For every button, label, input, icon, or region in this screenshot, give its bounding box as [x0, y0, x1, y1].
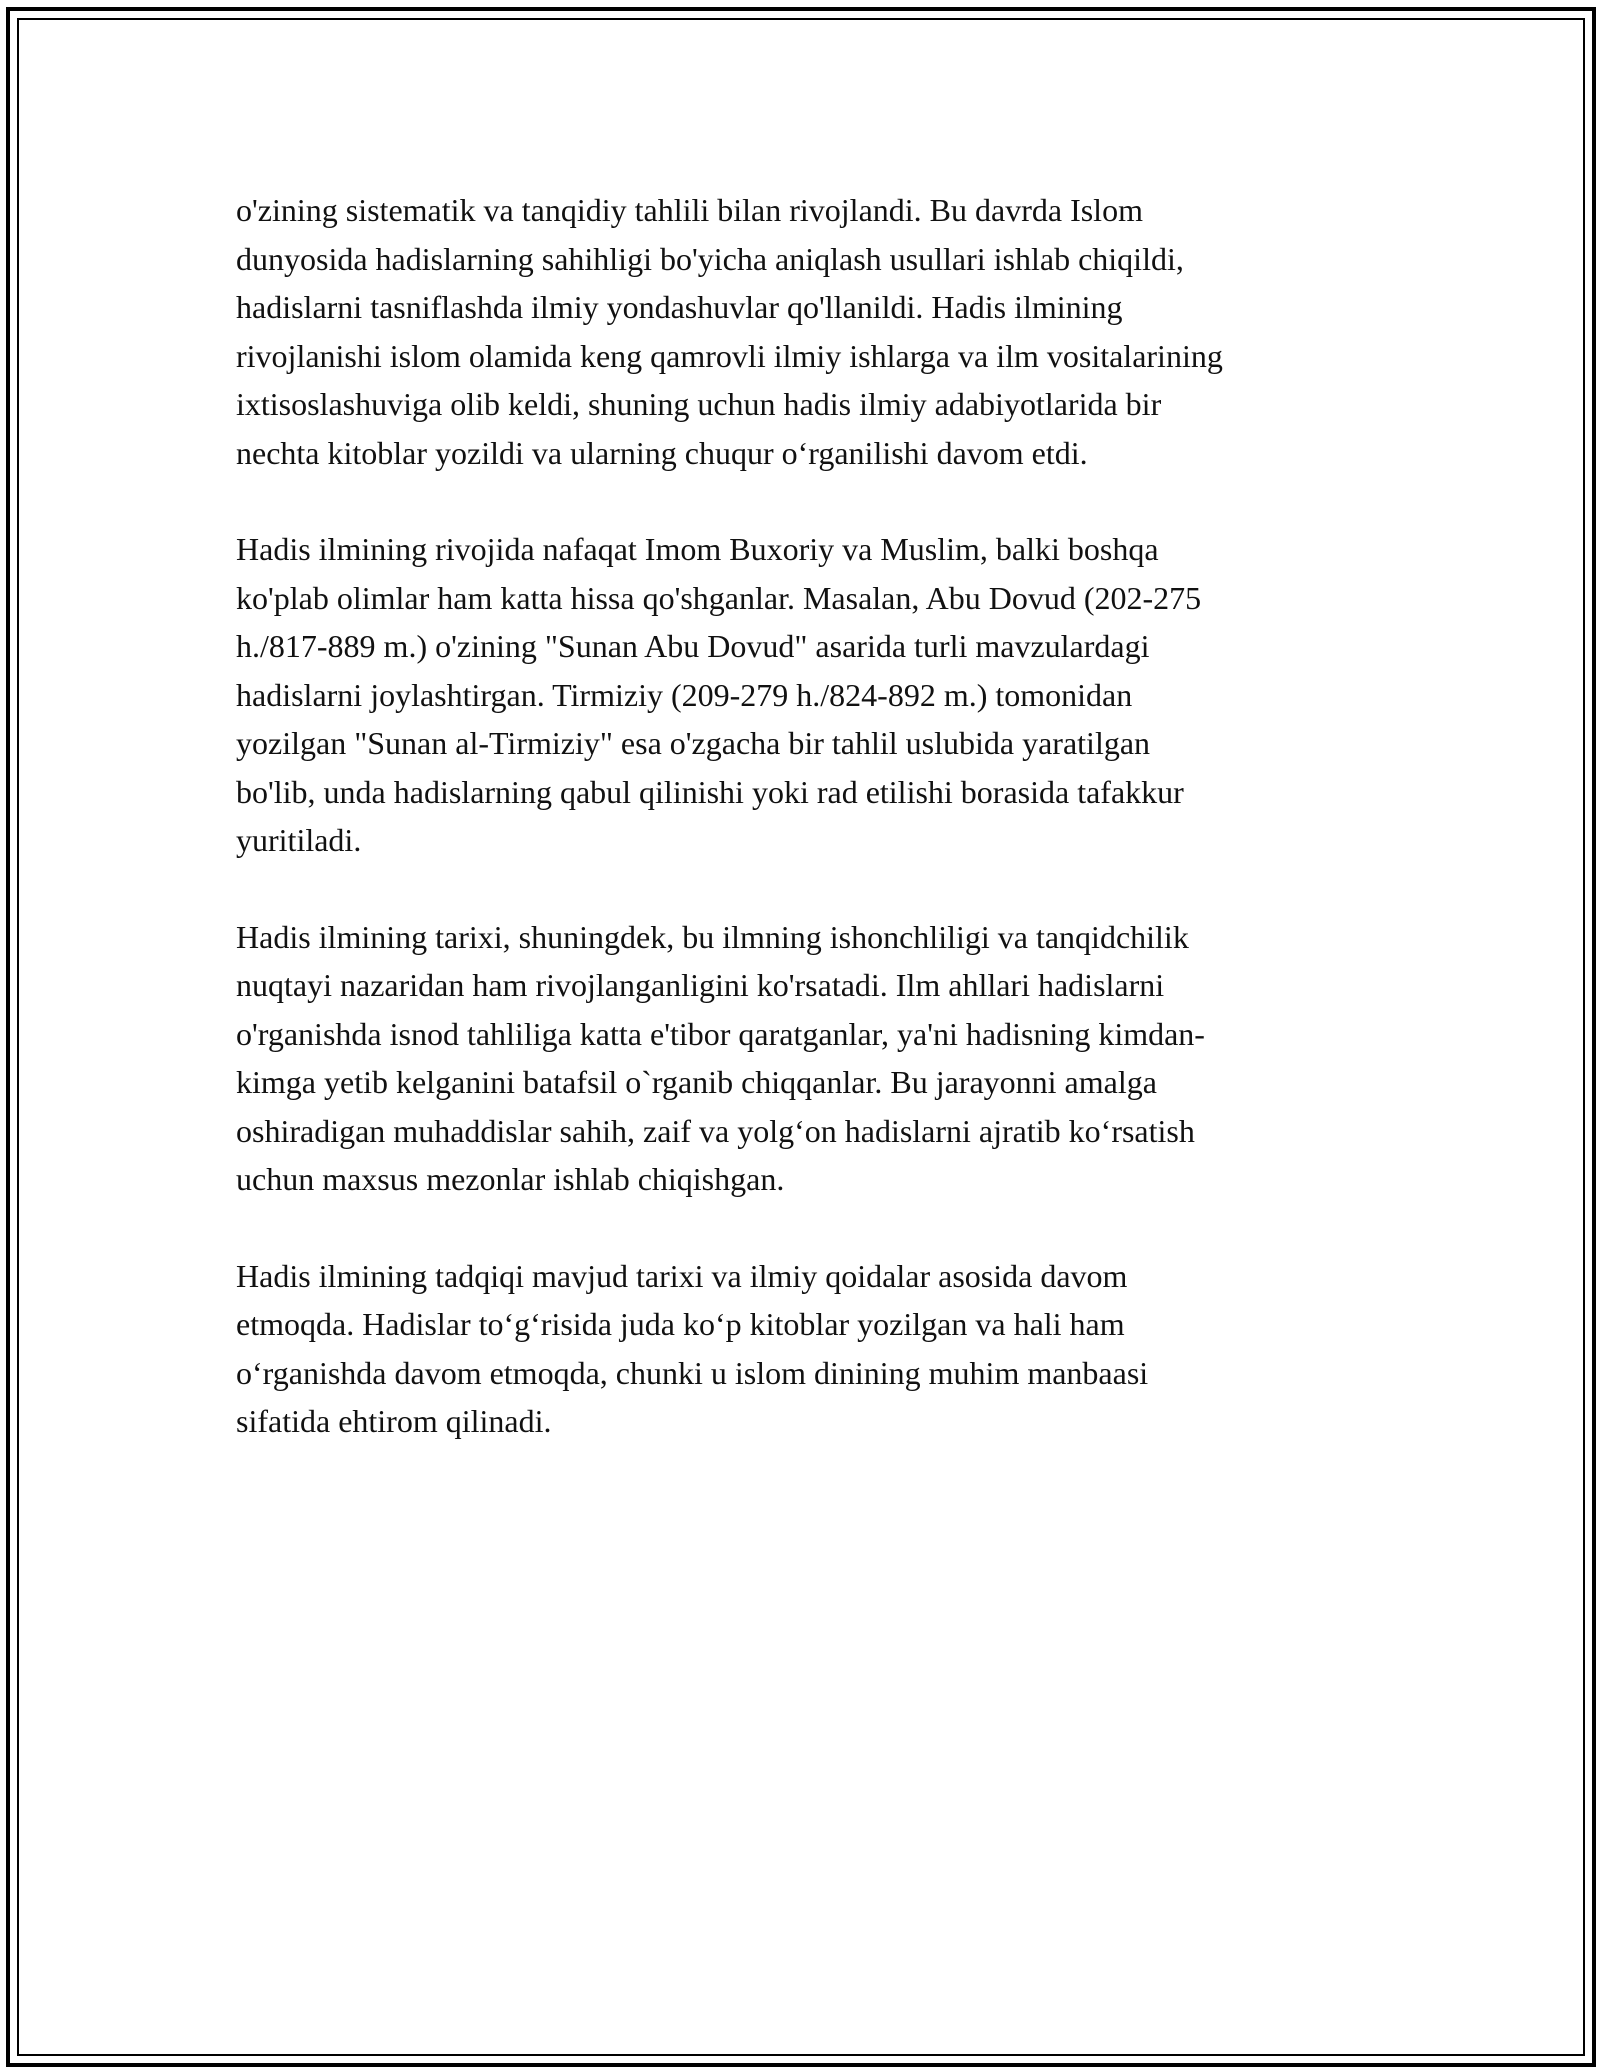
paragraph-3: Hadis ilmining tarixi, shuningdek, bu ilmning ishonchliligi va tanqidchilik nuqtayi nazaridan ham rivojlanganligini ko'rsatadi. Ilm ahllari hadislarni o'rganishda isnod tahliliga katta e'tibor qaratganlar, ya'ni hadisning kimdan- kimga yetib kelganini batafsil o`rganib chiqqanlar. Bu jarayonni amalga oshiradigan muhaddislar sahih, zaif va yolg‘on hadislarni ajratib ko‘rsatish uchun maxsus mezonlar ishlab chiqishgan.: [236, 918, 1205, 1197]
paragraph-1: o'zining sistematik va tanqidiy tahlili bilan rivojlandi. Bu davrda Islom dunyosida hadislarning sahihligi bo'yicha aniqlash usullari ishlab chiqildi, hadislarni tasniflashda ilmiy yondashuvlar qo'llanildi. Hadis ilmining rivojlanishi islom olamida keng qamrovli ilmiy ishlarga va ilm vositalarining ixtisoslashuviga olib keldi, shuning uchun hadis ilmiy adabiyotlarida bir nechta kitoblar yozildi va ularning chuqur o‘rganilishi davom etdi.: [236, 192, 1223, 471]
paragraph-2: Hadis ilmining rivojida nafaqat Imom Buxoriy va Muslim, balki boshqa ko'plab olimlar ham katta hissa qo'shganlar. Masalan, Abu Dovud (202-275 h./817-889 m.) o'zining "Sunan Abu Dovud" asarida turli mavzulardagi hadislarni joylashtirgan. Tirmiziy (209-279 h./824-892 m.) tomonidan yozilgan "Sunan al-Tirmiziy" esa o'zgacha bir tahlil uslubida yaratilgan bo'lib, unda hadislarning qabul qilinishi yoki rad etilishi borasida tafakkur yuritiladi.: [236, 531, 1202, 858]
paragraph-4: Hadis ilmining tadqiqi mavjud tarixi va ilmiy qoidalar asosida davom etmoqda. Hadislar to‘g‘risida juda ko‘p kitoblar yozilgan va hali ham o‘rganishda davom etmoqda, chunki u islom dinining muhim manbaasi sifatida ehtirom qilinadi.: [236, 1257, 1149, 1439]
document-body: [236, 186, 1376, 1494]
